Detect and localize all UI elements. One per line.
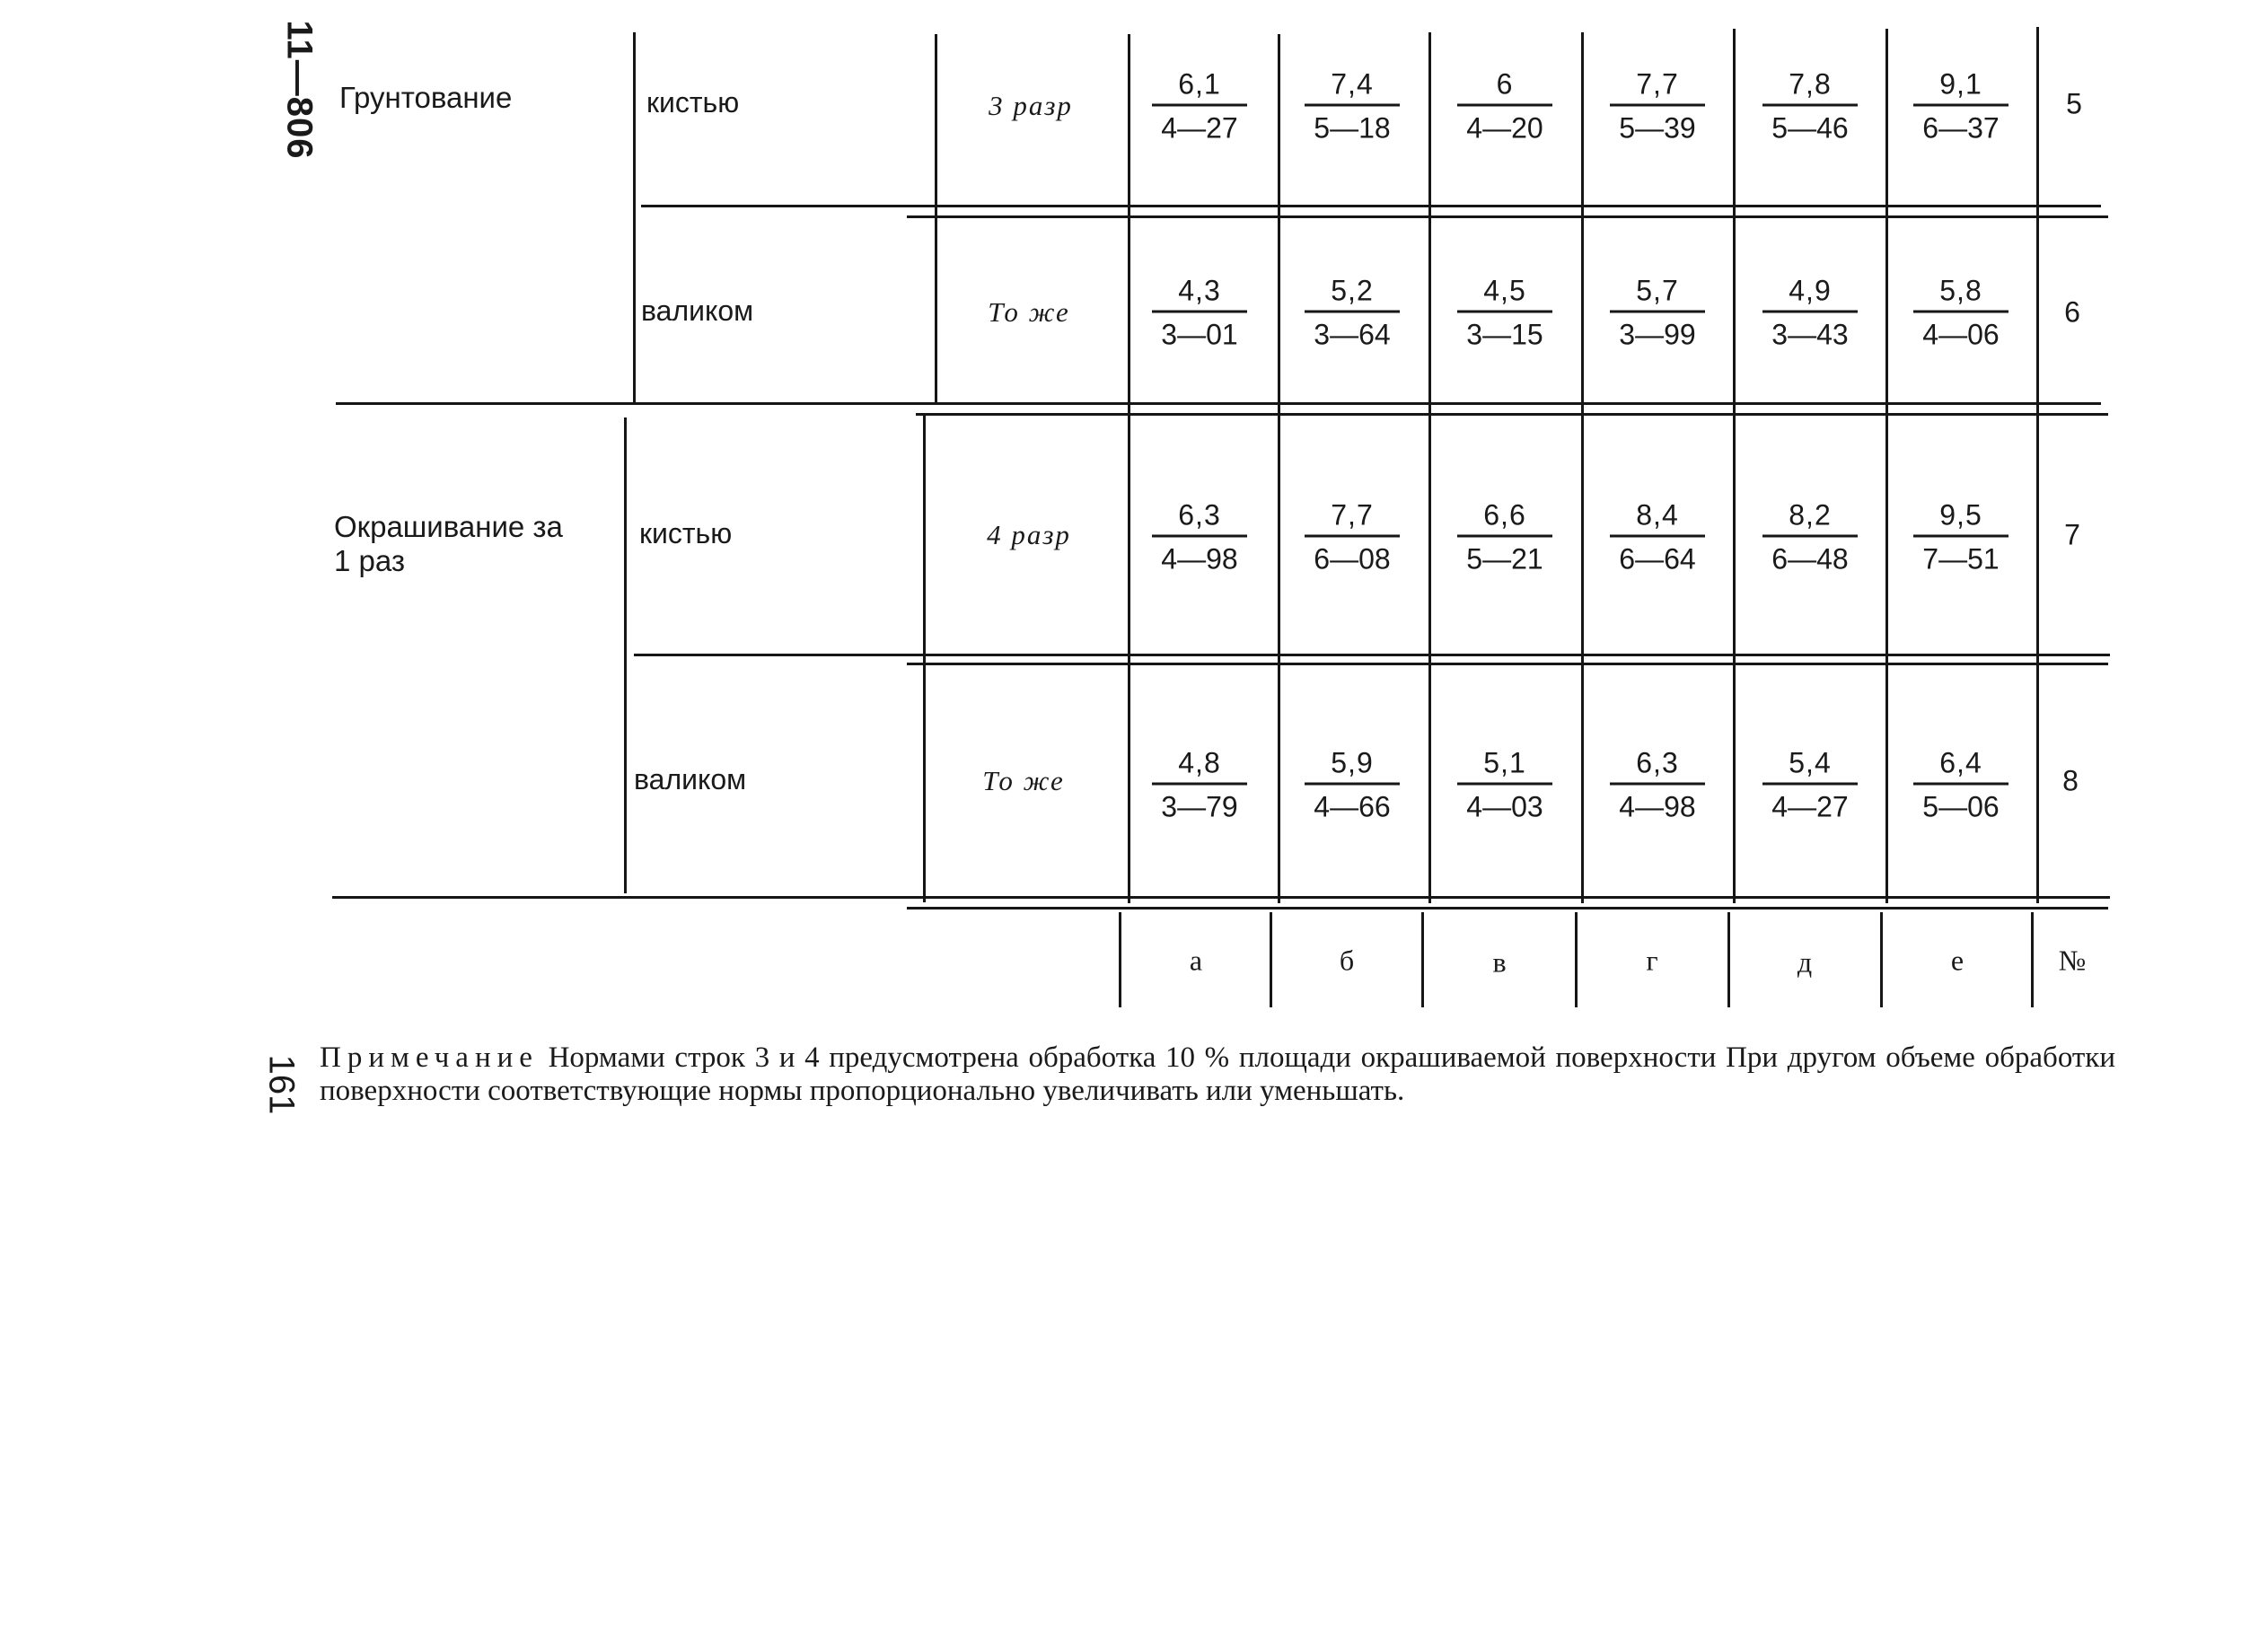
letters-vline: [1575, 912, 1578, 1007]
norm-cell: [1457, 746, 1552, 823]
table-hline-bottom-right: [907, 907, 2108, 909]
norm-cell: [1152, 498, 1247, 576]
norm-cell: [1610, 746, 1705, 823]
letters-vline: [1421, 912, 1424, 1007]
time-norm: 8,2: [1789, 498, 1832, 532]
column-letter: д: [1797, 945, 1813, 979]
method-brush: кистью: [646, 86, 740, 119]
norm-cell: [1610, 498, 1705, 576]
row-number: 7: [2064, 518, 2080, 551]
table-vline-grade: [1128, 34, 1130, 903]
table-vline-method: [935, 34, 937, 402]
table-vline-col-b: [1428, 32, 1431, 903]
time-norm: 7,7: [1636, 67, 1679, 101]
letters-vline: [1880, 912, 1883, 1007]
letters-vline: [1270, 912, 1272, 1007]
price: 5—21: [1466, 542, 1543, 576]
norm-cell: [1305, 274, 1400, 351]
table-hline-group-right: [916, 413, 2108, 416]
norm-cell: [1762, 274, 1858, 351]
worker-grade: То же: [988, 296, 1070, 328]
time-norm: 6,6: [1483, 498, 1526, 532]
operation-name-priming: Грунтование: [339, 81, 513, 114]
price: 4—06: [1922, 318, 2000, 351]
time-norm: 6,4: [1939, 746, 1982, 779]
price: 6—64: [1619, 542, 1696, 576]
page-number: 161: [261, 1054, 302, 1115]
note-text: Нормами строк 3 и 4 предусмотрена обработка 10 % площади окрашиваемой поверхности При другом объеме обработки поверхности соответствующие нормы пропорционально увеличивать или уменьшать.: [320, 1041, 2115, 1107]
worker-grade: 3 разр: [989, 90, 1073, 121]
table-vline-operation: [624, 417, 627, 893]
norm-cell: [1152, 274, 1247, 351]
price: 5—46: [1771, 111, 1849, 145]
table-hline-group: [336, 402, 2101, 405]
operation-name-line: 1 раз: [334, 543, 405, 577]
time-norm: 8,4: [1636, 498, 1679, 532]
table-vline-method: [923, 416, 926, 902]
norm-cell: [1305, 746, 1400, 823]
table-hline-row5-right: [907, 215, 2108, 218]
time-norm: 6,3: [1178, 498, 1221, 532]
price: 7—51: [1922, 542, 2000, 576]
time-norm: 5,8: [1939, 274, 1982, 307]
column-letter: е: [1950, 944, 1965, 977]
table-vline-number: [2036, 27, 2039, 903]
time-norm: 5,9: [1331, 746, 1374, 779]
norm-cell: [1913, 498, 2008, 576]
price: 3—15: [1466, 318, 1543, 351]
time-norm: 5,7: [1636, 274, 1679, 307]
time-norm: 6,3: [1636, 746, 1679, 779]
column-letter: а: [1189, 944, 1203, 977]
time-norm: 6,1: [1178, 67, 1221, 101]
price: 4—03: [1466, 790, 1543, 823]
price: 4—20: [1466, 111, 1543, 145]
table-hline-row7: [634, 654, 2110, 656]
number-column-header: №: [2058, 944, 2087, 977]
note-lead: Примечание: [320, 1041, 539, 1074]
norm-cell: [1913, 274, 2008, 351]
method-brush: кистью: [639, 517, 733, 549]
table-hline-row5: [641, 205, 2101, 207]
time-norm: 6: [1496, 67, 1514, 101]
time-norm: 4,8: [1178, 746, 1221, 779]
time-norm: 5,4: [1789, 746, 1832, 779]
row-number: 5: [2066, 87, 2082, 120]
table-hline-row7-right: [907, 663, 2108, 665]
letters-vline: [2031, 912, 2034, 1007]
table-hline-bottom: [332, 896, 2110, 899]
letters-vline: [1727, 912, 1730, 1007]
time-norm: 9,5: [1939, 498, 1982, 532]
time-norm: 7,4: [1331, 67, 1374, 101]
price: 5—39: [1619, 111, 1696, 145]
price: 3—64: [1314, 318, 1391, 351]
time-norm: 4,3: [1178, 274, 1221, 307]
price: 3—99: [1619, 318, 1696, 351]
time-norm: 4,9: [1789, 274, 1832, 307]
table-vline-col-d: [1733, 29, 1736, 903]
worker-grade: То же: [982, 765, 1065, 796]
norm-cell: [1152, 746, 1247, 823]
column-letter: б: [1339, 944, 1355, 977]
price: 4—27: [1161, 111, 1238, 145]
table-note: [320, 1041, 2115, 1108]
time-norm: 7,8: [1789, 67, 1832, 101]
row-number: 8: [2062, 764, 2079, 797]
norm-cell: [1305, 67, 1400, 145]
table-vline-operation: [633, 32, 636, 402]
letters-vline: [1119, 912, 1121, 1007]
price: 3—43: [1771, 318, 1849, 351]
method-roller: валиком: [641, 294, 754, 327]
norm-cell: [1152, 67, 1247, 145]
price: 6—08: [1314, 542, 1391, 576]
norm-cell: [1305, 498, 1400, 576]
operation-name-painting: [334, 510, 563, 578]
method-roller: валиком: [634, 763, 747, 795]
document-code: 11—806: [279, 20, 320, 160]
table-vline-col-a: [1278, 34, 1280, 903]
price: 4—66: [1314, 790, 1391, 823]
norm-cell: [1913, 746, 2008, 823]
time-norm: 5,1: [1483, 746, 1526, 779]
price: 6—48: [1771, 542, 1849, 576]
price: 3—01: [1161, 318, 1238, 351]
price: 3—79: [1161, 790, 1238, 823]
operation-name-line: Окрашивание за: [334, 510, 563, 543]
norm-cell: [1457, 498, 1552, 576]
table-vline-col-e: [1885, 29, 1888, 903]
norm-cell: [1610, 274, 1705, 351]
worker-grade: 4 разр: [987, 519, 1071, 550]
norm-cell: [1762, 498, 1858, 576]
time-norm: 5,2: [1331, 274, 1374, 307]
norm-cell: [1762, 746, 1858, 823]
norm-cell: [1762, 67, 1858, 145]
price: 4—98: [1161, 542, 1238, 576]
time-norm: 7,7: [1331, 498, 1374, 532]
time-norm: 4,5: [1483, 274, 1526, 307]
norm-cell: [1913, 67, 2008, 145]
price: 6—37: [1922, 111, 2000, 145]
norm-cell: [1457, 67, 1552, 145]
time-norm: 9,1: [1939, 67, 1982, 101]
table-vline-col-c: [1581, 32, 1584, 903]
norm-cell: [1610, 67, 1705, 145]
price: 4—98: [1619, 790, 1696, 823]
price: 4—27: [1771, 790, 1849, 823]
row-number: 6: [2064, 295, 2080, 329]
price: 5—06: [1922, 790, 2000, 823]
column-letter: в: [1492, 945, 1507, 979]
price: 5—18: [1314, 111, 1391, 145]
norm-cell: [1457, 274, 1552, 351]
column-letter: г: [1646, 944, 1658, 977]
